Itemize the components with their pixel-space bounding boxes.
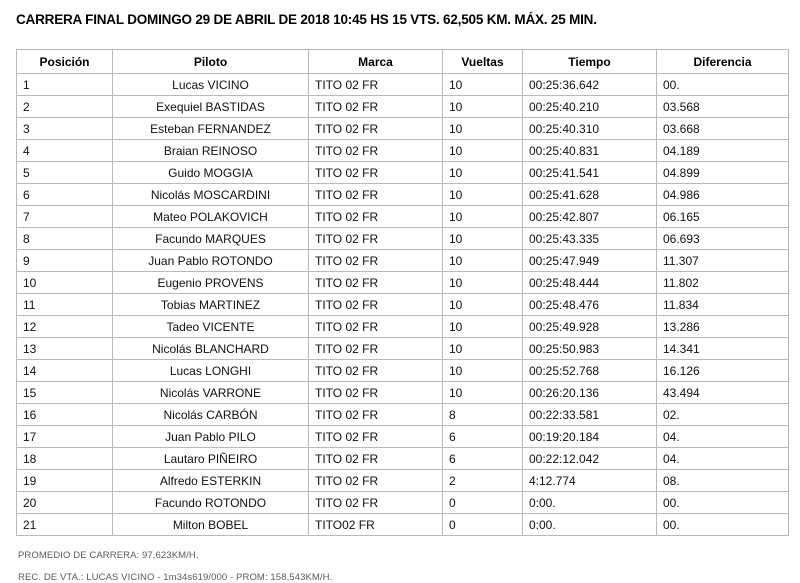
table-header [17,50,789,74]
cell-posicion: 6 [17,184,113,206]
cell-piloto: Tobias MARTINEZ [113,294,309,316]
cell-diferencia: 11.307 [657,250,789,272]
cell-marca: TITO 02 FR [309,74,443,96]
table-body [17,74,789,536]
cell-diferencia: 14.341 [657,338,789,360]
table-header-row [17,50,789,74]
cell-marca: TITO 02 FR [309,206,443,228]
cell-posicion: 16 [17,404,113,426]
cell-posicion: 3 [17,118,113,140]
cell-diferencia: 04. [657,448,789,470]
table-row [17,140,789,162]
cell-tiempo: 00:25:41.628 [523,184,657,206]
table-row [17,272,789,294]
cell-diferencia: 08. [657,470,789,492]
column-header-diferencia: Diferencia [657,50,789,74]
cell-vueltas: 6 [443,426,523,448]
table-row [17,162,789,184]
cell-posicion: 21 [17,514,113,536]
cell-piloto: Nicolás MOSCARDINI [113,184,309,206]
cell-piloto: Facundo MARQUES [113,228,309,250]
footnotes [14,550,786,583]
cell-tiempo: 00:25:48.444 [523,272,657,294]
column-header-marca: Marca [309,50,443,74]
cell-vueltas: 0 [443,514,523,536]
cell-marca: TITO 02 FR [309,316,443,338]
table-row [17,404,789,426]
cell-vueltas: 10 [443,184,523,206]
cell-vueltas: 10 [443,382,523,404]
cell-piloto: Tadeo VICENTE [113,316,309,338]
cell-piloto: Facundo ROTONDO [113,492,309,514]
table-row [17,470,789,492]
cell-vueltas: 10 [443,162,523,184]
cell-marca: TITO 02 FR [309,250,443,272]
table-row [17,448,789,470]
cell-tiempo: 0:00. [523,514,657,536]
cell-diferencia: 04.189 [657,140,789,162]
cell-tiempo: 00:25:52.768 [523,360,657,382]
cell-piloto: Nicolás BLANCHARD [113,338,309,360]
footnote-promedio: PROMEDIO DE CARRERA: 97,623KM/H. [18,550,199,561]
cell-posicion: 12 [17,316,113,338]
cell-piloto: Eugenio PROVENS [113,272,309,294]
cell-vueltas: 10 [443,250,523,272]
cell-posicion: 5 [17,162,113,184]
cell-vueltas: 6 [443,448,523,470]
cell-tiempo: 00:19:20.184 [523,426,657,448]
cell-marca: TITO 02 FR [309,492,443,514]
cell-diferencia: 43.494 [657,382,789,404]
cell-posicion: 19 [17,470,113,492]
cell-marca: TITO 02 FR [309,338,443,360]
cell-tiempo: 00:25:47.949 [523,250,657,272]
table-row [17,382,789,404]
cell-vueltas: 10 [443,140,523,162]
cell-marca: TITO 02 FR [309,228,443,250]
cell-tiempo: 00:25:40.831 [523,140,657,162]
cell-marca: TITO 02 FR [309,470,443,492]
cell-marca: TITO 02 FR [309,140,443,162]
cell-marca: TITO 02 FR [309,382,443,404]
cell-piloto: Mateo POLAKOVICH [113,206,309,228]
column-header-piloto: Piloto [113,50,309,74]
cell-posicion: 17 [17,426,113,448]
cell-posicion: 10 [17,272,113,294]
cell-vueltas: 10 [443,96,523,118]
cell-posicion: 4 [17,140,113,162]
cell-diferencia: 04.986 [657,184,789,206]
cell-diferencia: 02. [657,404,789,426]
cell-posicion: 14 [17,360,113,382]
cell-posicion: 9 [17,250,113,272]
cell-tiempo: 00:25:36.642 [523,74,657,96]
cell-marca: TITO 02 FR [309,162,443,184]
cell-tiempo: 00:22:12.042 [523,448,657,470]
column-header-vueltas: Vueltas [443,50,523,74]
cell-tiempo: 00:25:40.210 [523,96,657,118]
table-row [17,74,789,96]
cell-marca: TITO 02 FR [309,184,443,206]
table-row [17,294,789,316]
cell-piloto: Juan Pablo PILO [113,426,309,448]
cell-vueltas: 8 [443,404,523,426]
cell-diferencia: 06.693 [657,228,789,250]
cell-marca: TITO 02 FR [309,272,443,294]
cell-diferencia: 00. [657,74,789,96]
cell-vueltas: 2 [443,470,523,492]
table-row [17,514,789,536]
cell-posicion: 8 [17,228,113,250]
cell-vueltas: 10 [443,360,523,382]
cell-posicion: 7 [17,206,113,228]
cell-vueltas: 10 [443,338,523,360]
table-row [17,184,789,206]
table-row [17,492,789,514]
column-header-tiempo: Tiempo [523,50,657,74]
cell-marca: TITO 02 FR [309,294,443,316]
cell-diferencia: 11.834 [657,294,789,316]
footnote-record-vuelta: REC. DE VTA.: LUCAS VICINO - 1m34s619/000 - PROM: 158,543KM/H. [18,572,333,583]
cell-posicion: 15 [17,382,113,404]
cell-posicion: 1 [17,74,113,96]
cell-posicion: 18 [17,448,113,470]
cell-tiempo: 00:25:43.335 [523,228,657,250]
table-row [17,118,789,140]
cell-marca: TITO 02 FR [309,360,443,382]
table-row [17,206,789,228]
cell-diferencia: 04.899 [657,162,789,184]
cell-tiempo: 00:25:40.310 [523,118,657,140]
cell-tiempo: 00:25:42.807 [523,206,657,228]
cell-piloto: Nicolás CARBÓN [113,404,309,426]
cell-diferencia: 03.568 [657,96,789,118]
cell-marca: TITO02 FR [309,514,443,536]
cell-posicion: 2 [17,96,113,118]
cell-tiempo: 00:26:20.136 [523,382,657,404]
table-row [17,250,789,272]
cell-tiempo: 00:25:48.476 [523,294,657,316]
cell-piloto: Guido MOGGIA [113,162,309,184]
table-row [17,96,789,118]
cell-tiempo: 00:25:41.541 [523,162,657,184]
cell-piloto: Nicolás VARRONE [113,382,309,404]
cell-piloto: Esteban FERNANDEZ [113,118,309,140]
cell-vueltas: 0 [443,492,523,514]
cell-vueltas: 10 [443,118,523,140]
table-row [17,360,789,382]
cell-diferencia: 00. [657,492,789,514]
results-table [16,49,789,536]
cell-marca: TITO 02 FR [309,448,443,470]
cell-diferencia: 03.668 [657,118,789,140]
table-row [17,426,789,448]
cell-diferencia: 11.802 [657,272,789,294]
cell-piloto: Lucas LONGHI [113,360,309,382]
cell-posicion: 20 [17,492,113,514]
cell-vueltas: 10 [443,316,523,338]
cell-diferencia: 16.126 [657,360,789,382]
cell-piloto: Juan Pablo ROTONDO [113,250,309,272]
cell-vueltas: 10 [443,74,523,96]
cell-marca: TITO 02 FR [309,96,443,118]
cell-posicion: 11 [17,294,113,316]
cell-marca: TITO 02 FR [309,118,443,140]
cell-diferencia: 06.165 [657,206,789,228]
cell-diferencia: 04. [657,426,789,448]
cell-piloto: Milton BOBEL [113,514,309,536]
cell-tiempo: 00:25:49.928 [523,316,657,338]
table-row [17,338,789,360]
cell-tiempo: 00:25:50.983 [523,338,657,360]
cell-diferencia: 00. [657,514,789,536]
cell-diferencia: 13.286 [657,316,789,338]
page-title: CARRERA FINAL DOMINGO 29 DE ABRIL DE 2018 10:45 HS 15 VTS. 62,505 KM. MÁX. 25 MIN. [16,12,597,27]
cell-vueltas: 10 [443,294,523,316]
cell-tiempo: 0:00. [523,492,657,514]
cell-vueltas: 10 [443,272,523,294]
cell-piloto: Exequiel BASTIDAS [113,96,309,118]
cell-tiempo: 4:12.774 [523,470,657,492]
cell-marca: TITO 02 FR [309,404,443,426]
cell-piloto: Alfredo ESTERKIN [113,470,309,492]
cell-piloto: Lucas VICINO [113,74,309,96]
table-row [17,316,789,338]
cell-vueltas: 10 [443,206,523,228]
column-header-posicion: Posición [17,50,113,74]
results-table-container [14,49,786,536]
cell-tiempo: 00:22:33.581 [523,404,657,426]
cell-piloto: Braian REINOSO [113,140,309,162]
cell-posicion: 13 [17,338,113,360]
table-row [17,228,789,250]
cell-piloto: Lautaro PIÑEIRO [113,448,309,470]
cell-vueltas: 10 [443,228,523,250]
cell-marca: TITO 02 FR [309,426,443,448]
